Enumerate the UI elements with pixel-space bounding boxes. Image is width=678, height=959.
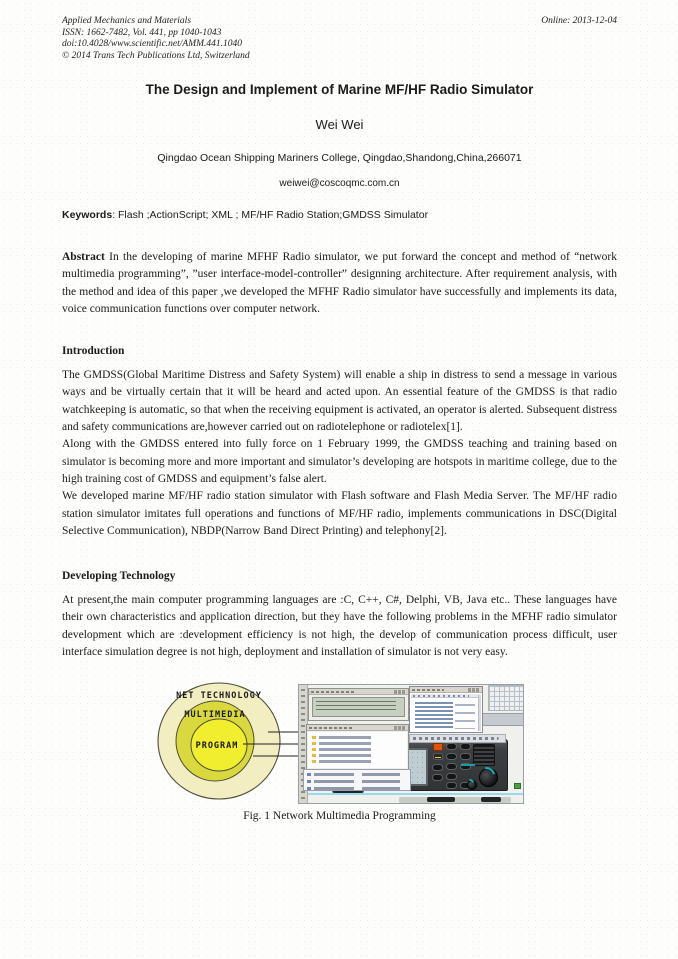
- section-heading-developing-technology: Developing Technology: [62, 570, 176, 583]
- ring-label-program: PROGRAM: [195, 741, 239, 752]
- stage-green-icon: [514, 783, 521, 789]
- panel-titlebar: [309, 689, 408, 695]
- issn-volume-line: ISSN: 1662-7482, Vol. 441, pp 1040-1043: [62, 27, 222, 38]
- radio-keypad-button: [446, 782, 457, 789]
- radio-side-button: [432, 774, 443, 781]
- code-scrollbar: [478, 695, 481, 731]
- panel-titlebar: [307, 725, 408, 731]
- radio-keypad-button: [446, 753, 457, 760]
- radio-foot: [427, 797, 455, 802]
- ring-label-multimedia: MULTIMEDIA: [184, 710, 246, 721]
- paper-title: The Design and Implement of Marine MF/HF Radio Simulator: [145, 82, 534, 97]
- introduction-paragraph-1: The GMDSS(Global Maritime Distress and Safety System) will enable a ship in distress to send a message in various ways and be virtually certain that it will be heard and acted upon. An essential feature of the GMDSS is that radio watchkeeping is automatic, so that when the receiving equipment is activated, an operator is alerted. Subsequent distress and safety communications are,however carried out on radiotelephone or radiotelex[1].: [62, 369, 617, 434]
- radio-speaker-grille: [473, 744, 495, 766]
- introduction-paragraph-2: Along with the GMDSS entered into fully force on 1 February 1999, the GMDSS teaching and training based on simulator is becoming more and more important and simulator’s developing are hotspots in maritime college, due to the high training cost of GMDSS and equipment’s false alert.: [62, 438, 617, 485]
- abstract-paragraph: [62, 249, 617, 318]
- radio-keypad-button: [460, 753, 471, 760]
- keywords-text: : Flash ;ActionScript; XML ; MF/HF Radio Station;GMDSS Simulator: [112, 209, 429, 221]
- code-lines: [412, 700, 478, 731]
- radio-display-preview: [312, 697, 405, 717]
- online-date: Online: 2013-12-04: [541, 16, 617, 26]
- timeline-grid-panel: [488, 685, 524, 711]
- code-window-toolbar: [411, 694, 481, 698]
- doi-line: doi:10.4028/www.scientific.net/AMM.441.1040: [62, 39, 243, 49]
- keywords-line: [62, 209, 617, 222]
- author-name: Wei Wei: [315, 117, 364, 132]
- radio-keypad-button: [446, 763, 457, 770]
- page-header: [62, 16, 617, 62]
- library-tree-items: [308, 732, 407, 768]
- radio-volume-knob: [467, 780, 477, 790]
- flash-ide-screenshot: [298, 684, 524, 804]
- affiliation: Qingdao Ocean Shipping Mariners College, Qingdao,Shandong,China,266071: [157, 152, 522, 164]
- developing-paragraph-1: At present,the main computer programming languages are :C, C++, C#, Delphi, VB, Java etc.. These languages have their own characteristics and application direction, but they have the following problems in the MFHF radio simulator development which are :development efficiency is not high, the develop of communication process difficult, user interface simulation degree is not high, deployment and installation of simulator is not very easy.: [62, 594, 617, 659]
- keywords-label: Keywords: [62, 209, 113, 221]
- knob-teal-marking: [475, 764, 499, 788]
- introduction-paragraph-3: We developed marine MF/HF radio station simulator with Flash software and Flash Media Server. The MF/HF radio station simulator imitates full operations and functions of MF/HF radio, implements communications in DSC(Digital Selective Communication), NBDP(Narrow Band Direct Printing) and telephony[2].: [62, 490, 617, 537]
- ring-label-net-technology: NET TECHNOLOGY: [176, 691, 262, 702]
- radio-function-button: [433, 753, 443, 760]
- radio-tuning-knob: [479, 768, 498, 787]
- library-tree-panel: [306, 724, 409, 770]
- abstract-text: In the developing of marine MFHF Radio simulator, we put forward the concept and method of “network multimedia programming”, ”user interface-model-controller” designning architecture. After requirement analysis, with the method and idea of this paper ,we developed the MFHF Radio simulator have successfully and implements its data, voice communication functions over computer network.: [62, 251, 617, 315]
- actionscript-code-window: [409, 686, 483, 733]
- radio-distress-button: [433, 743, 443, 751]
- abstract-label: Abstract: [62, 251, 105, 263]
- copyright-line: © 2014 Trans Tech Publications Ltd, Switzerland: [62, 50, 250, 61]
- library-item-rows: [303, 769, 411, 791]
- figure-1-caption: Fig. 1 Network Multimedia Programming: [243, 810, 436, 823]
- display-preview-panel: [308, 688, 409, 721]
- figure-1: [62, 680, 617, 807]
- radio-speaker-label: [461, 764, 475, 766]
- radio-foot: [481, 797, 501, 802]
- editor-bottom-toolbar: [409, 734, 506, 743]
- code-window-titlebar: [410, 687, 482, 693]
- radio-keypad-button: [446, 773, 457, 780]
- radio-side-button: [432, 764, 443, 771]
- small-gray-window: [479, 713, 524, 726]
- section-heading-introduction: Introduction: [62, 345, 125, 358]
- stage-edge-highlight: [308, 793, 523, 795]
- radio-keypad-button: [460, 743, 471, 750]
- journal-name: Applied Mechanics and Materials: [62, 16, 192, 26]
- author-email: weiwei@coscoqmc.com.cn: [279, 178, 400, 189]
- network-multimedia-diagram: [62, 680, 308, 807]
- radio-keypad-button: [446, 743, 457, 750]
